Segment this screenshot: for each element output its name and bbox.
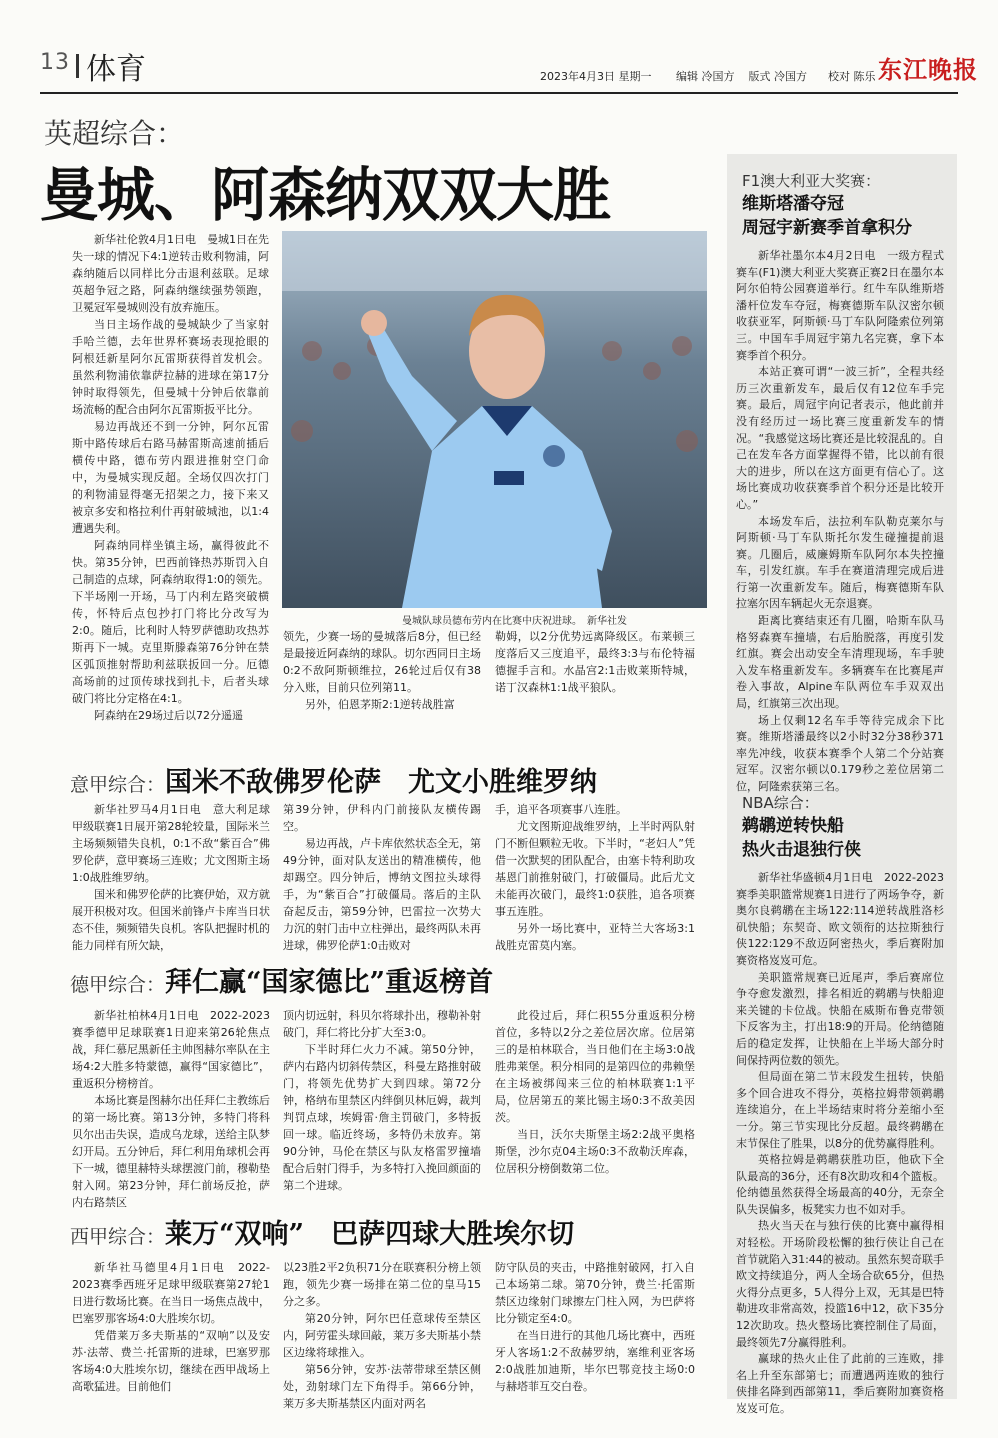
serie-a-col-2: [283, 801, 481, 951]
issue-date: 2023年4月3日 星期一: [540, 70, 652, 83]
paragraph: 易边再战，卢卡库依然状态全无，第49分钟，面对队友送出的精准横传，他却踢空。四分钟后，博纳文图拉头球得手，为“紫百合”打破僵局。落后的主队奋起反击，第59分钟，巴雷拉一次势大力沉的射门击中立柱弹出，最终两队未再进球，佛罗伦萨1:0击败对: [283, 837, 481, 952]
f1-title-line-1: 维斯塔潘夺冠: [742, 194, 844, 214]
paragraph: 尤文图斯迎战维罗纳，上半时两队射门不断但颗粒无收。下半时，“老妇人”凭借一次默契的团队配合，由塞卡特利助攻基恩门前推射破门，打破僵局。此后尤文未能再次破门，最终1:0获胜，追各项赛事五连胜。: [495, 820, 695, 918]
paragraph: 当日主场作战的曼城缺少了当家射手哈兰德，去年世界杯赛场表现抢眼的阿根廷新星阿尔瓦雷斯获得首发机会。虽然利物浦依靠萨拉赫的进球在第17分钟时取得领先，但曼城十分钟后依靠前场流畅的配合由阿尔瓦雷斯扳平比分。: [72, 318, 269, 416]
paragraph: 防守队员的夹击，中路推射破网，打入自己本场第二球。第70分钟，费兰·托雷斯禁区边缘射门球擦左门柱入网，为巴萨将比分锁定至4:0。: [495, 1261, 695, 1325]
paragraph: 下半时拜仁火力不减。第50分钟，萨内右路内切斜传禁区，科曼左路推射破门，将领先优势扩大到四球。第72分钟，格纳布里禁区内绊倒贝林厄姆，裁判判罚点球，埃姆雷·詹主罚破门，多特扳回一球。临近终场，多特仍未放弃。第90分钟，马伦在禁区与队友格雷罗撞墙配合后射门得手，为多特打入挽回颜面的第二个进球。: [283, 1043, 481, 1192]
bundesliga-col-2: [283, 1007, 481, 1207]
main-col-3: [495, 628, 695, 758]
bundesliga-col-1: [72, 1007, 270, 1207]
paragraph: 赢球的热火止住了此前的三连败，排名上升至东部第七；而遭遇两连败的独行侠排名降到西部第11，季后赛附加赛资格岌岌可危。: [736, 1352, 944, 1415]
editor-credit: 编辑 冷国方: [675, 70, 735, 83]
bundesliga-kicker: 德甲综合：: [70, 974, 166, 996]
paragraph: 新华社华盛顿4月1日电 2022-2023赛季美职篮常规赛1日进行了两场争夺，新奥尔良鹈鹕在主场122:114逆转战胜洛杉矶快船；东契奇、欧文领衔的达拉斯独行侠122:129不敌迈阿密热火，季后赛附加赛资格岌岌可危。: [736, 871, 944, 967]
header-info: [540, 68, 875, 84]
f1-title-line-2: 周冠宇新赛季首拿积分: [742, 218, 912, 238]
paragraph: 此役过后，拜仁积55分重返积分榜首位，多特以2分之差位居次席。位居第三的是柏林联合，当日他们在主场3:0战胜弗莱堡。积分相同的是第四位的弗赖堡在主场被绑闯来三位的柏林联赛1:1平局，位居第五的莱比锡主场0:3不敌美因茨。: [495, 1009, 695, 1124]
main-col-1: [72, 231, 269, 726]
main-headline: 曼城、阿森纳双双大胜: [40, 161, 611, 229]
paragraph: 但局面在第二节末段发生扭转，快船多个回合进攻不得分，英格拉姆带领鹈鹕连续追分，在上半场结束时将分差缩小至一分。第三节实现比分反超。最终鹈鹕在末节保住了胜果，以8分的优势赢得胜利。: [736, 1070, 944, 1150]
paragraph: 新华社墨尔本4月2日电 一级方程式赛车(F1)澳大利亚大奖赛正赛2日在墨尔本阿尔伯特公园赛道举行。红牛车队维斯塔潘杆位发车夺冠，梅赛德斯车队汉密尔顿收获亚军，阿斯顿·马丁车队阿隆索位列第三。中国车手周冠宇第九名完赛，拿下本赛季首个积分。: [736, 249, 944, 362]
paragraph: 距离比赛结束还有几圈，哈斯车队马格努森赛车撞墙，右后胎脱落，再度引发红旗。赛会出动安全车清理现场，车手驶入发车格重新发车。多辆赛车在比赛尾声卷入事故，Alpine车队两位车手双双出局，红旗第三次出现。: [736, 614, 944, 711]
paragraph: 英格拉姆是鹈鹕获胜功臣，他砍下全队最高的36分，还有8次助攻和4个篮板。伦纳德虽然获得全场最高的40分，无奈全队失误偏多，板凳实力也不如对手。: [736, 1153, 944, 1216]
paragraph: 新华社罗马4月1日电 意大利足球甲级联赛1日展开第28轮较量，国际米兰主场频频错失良机，0:1不敌“紫百合”佛罗伦萨，意甲赛场三连败；尤文图斯主场1:0战胜维罗纳。: [72, 803, 270, 884]
paragraph: 手，追平各项赛事八连胜。: [495, 803, 627, 816]
paragraph: 阿森纳同样坐镇主场，赢得彼此不快。第35分钟，巴西前锋热苏斯罚入自己制造的点球，阿森纳取得1:0的领先。下半场刚一开场，马丁内利左路突破横传，怀特后点包抄打门将比分改写为2:0。随后，比利时人特罗萨德助攻热苏斯再下一城。克里斯滕森第76分钟在禁区弧顶推射帮助利兹联扳回一分。厄德高场前的过顶传球找到扎卡，后者头球破门将比分定格在4:1。: [72, 539, 269, 705]
paragraph: 场上仅剩12名车手等待完成余下比赛。维斯塔潘最终以2小时32分38秒371率先冲线，收获本赛季个人第二个分站赛冠军。汉密尔顿以0.179秒之差位居第二位，阿隆索获第三名。: [736, 713, 944, 793]
main-kicker: 英超综合：: [44, 117, 185, 150]
serie-a-kicker: 意甲综合：: [70, 774, 166, 796]
paragraph: 新华社马德里4月1日电 2022-2023赛季西班牙足球甲级联赛第27轮1日进行数场比赛。在当日一场焦点战中，巴塞罗那客场4:0大胜埃尔切。: [72, 1261, 270, 1325]
bundesliga-title: 拜仁赢“国家德比”重返榜首: [165, 967, 494, 998]
f1-kicker: F1澳大利亚大奖赛：: [742, 172, 881, 190]
paragraph: 第39分钟，伊科内门前接队友横传踢空。: [283, 803, 481, 833]
laliga-col-1: [72, 1259, 270, 1399]
nba-title-line-2: 热火击退独行侠: [742, 840, 861, 860]
paragraph: 第56分钟，安苏·法蒂带球至禁区侧处，劲射球门左下角得手。第66分钟，莱万多夫斯基禁区内面对两名: [283, 1363, 481, 1410]
paragraph: 新华社伦敦4月1日电 曼城1日在先失一球的情况下4:1逆转击败利物浦，阿森纳随后以同样比分击退利兹联。足球英超争冠之路，阿森纳继续强势领跑，卫冕冠军曼城则没有放弃施压。: [72, 233, 269, 314]
player-photo-illustration: [282, 231, 707, 608]
section-name: 体育: [86, 52, 146, 87]
paragraph: 新华社柏林4月1日电 2022-2023赛季德甲足球联赛1日迎来第26轮焦点战，拜仁慕尼黑新任主帅图赫尔率队在主场4:2大胜多特蒙德，赢得“国家德比”，重返积分榜榜首。: [72, 1009, 270, 1090]
paragraph: 国米和佛罗伦萨的比赛伊始，双方就展开积极对攻。但国米前锋卢卡库当日状态不佳，频频错失良机。客队把握时机的能力同样有所欠缺，: [72, 888, 270, 952]
paragraph: 另外，伯恩茅斯2:1逆转战胜富: [305, 698, 455, 711]
paragraph: 热火当天在与独行侠的比赛中赢得相对轻松。开场阶段松懈的独行侠让自己在首节就陷入31:44的被动。虽然东契奇联手欧文持续追分，两人全场合砍65分，但热火得分点更多，5人得分上双，无其是巴特勒进攻非常高效，投篮16中12，砍下35分12次助攻。热火整场比赛控制住了局面，最终领先7分赢得胜利。: [736, 1219, 944, 1349]
paragraph: 顶内切远射，科贝尔将球扑出，穆勒补射破门，拜仁将比分扩大至3:0。: [283, 1009, 481, 1039]
serie-a-col-3: [495, 801, 695, 951]
paragraph: 在当日进行的其他几场比赛中，西班牙人客场1:2不敌赫罗纳，塞维利亚客场2:0战胜加迪斯，毕尔巴鄂竞技主场0:0与赫塔菲互交白卷。: [495, 1329, 695, 1393]
paragraph: 领先，少赛一场的曼城落后8分，但已经是最接近阿森纳的球队。切尔西同日主场0:2不敌阿斯顿维拉，26轮过后仅有38分入账，目前只位列第11。: [283, 630, 481, 694]
serie-a-heading: [70, 760, 597, 799]
paragraph: 第20分钟，阿尔巴任意球传至禁区内，阿劳霍头球回敲，莱万多夫斯基小禁区边缘将球推入。: [283, 1312, 481, 1359]
layout-credit: 版式 冷国方: [748, 70, 807, 83]
laliga-heading: [70, 1212, 574, 1251]
paragraph: 另外一场比赛中，亚特兰大客场3:1战胜克雷莫内塞。: [495, 922, 695, 952]
paragraph: 以23胜2平2负积71分在联赛积分榜上领跑，领先少赛一场排在第二位的皇马15分之多。: [283, 1261, 481, 1308]
proof-credit: 校对 陈乐: [827, 70, 876, 83]
laliga-title: 莱万“双响” 巴萨四球大胜埃尔切: [165, 1219, 575, 1250]
paragraph: 本场发车后，法拉利车队勒克莱尔与阿斯顿·马丁车队斯托尔发生碰撞提前退赛。几圈后，威廉姆斯车队阿尔本失控撞车，引发红旗。车手在赛道清理完成后进行第一次重新发车。随后，梅赛德斯车队拉塞尔因车辆起火无奈退赛。: [736, 514, 944, 611]
laliga-col-3: [495, 1259, 695, 1399]
serie-a-col-1: [72, 801, 270, 951]
f1-body: [736, 248, 944, 793]
serie-a-title: 国米不敌佛罗伦萨 尤文小胜维罗纳: [165, 767, 598, 798]
nba-body: [736, 870, 944, 1415]
paragraph: 本场比赛是图赫尔出任拜仁主教练后的第一场比赛。第13分钟，多特门将科贝尔出击失误，造成乌龙球，送给主队梦幻开局。五分钟后，拜仁利用角球机会再下一城，德里赫特头球摆渡门前，穆勒垫射入网。第23分钟，拜仁前场反抢，萨内右路禁区: [72, 1094, 270, 1209]
nba-kicker: NBA综合：: [742, 794, 819, 812]
paragraph: 本站正赛可谓“一波三折”，全程共经历三次重新发车，最后仅有12位车手完赛。最后，周冠宇向记者表示，他此前并没有经历过一场比赛三度重新发车的情况。“我感觉这场比赛还是比较混乱的。自己在发车各方面掌握得不错，比以前有很大的进步，所以在这方面更有信心了。这场比赛成功收获赛季首个积分还是比较开心。”: [736, 365, 944, 511]
paragraph: 勒姆，以2分优势远离降级区。布莱顿三度落后又三度追平，最终3:3与布伦特福德握手言和。水晶宫2:1击败莱斯特城，诺丁汉森林1:1战平狼队。: [495, 630, 695, 694]
laliga-kicker: 西甲综合：: [70, 1226, 166, 1248]
nba-title-line-1: 鹈鹕逆转快船: [742, 816, 844, 836]
page-number: 13: [40, 50, 70, 75]
header-divider: [76, 54, 79, 78]
paragraph: 易边再战还不到一分钟，阿尔瓦雷斯中路传球后右路马赫雷斯高速前插后横传中路，德布劳内跟进推射空门命中，为曼城实现反超。全场仅四次打门的利物浦显得毫无招架之力，接下来又被京多安和格拉利什再射破城池，以1:4遭遇失利。: [72, 420, 269, 535]
bundesliga-heading: [70, 960, 493, 999]
match-photo: [282, 231, 707, 608]
main-col-2: [283, 628, 481, 758]
paragraph: 美职篮常规赛已近尾声，季后赛席位争夺愈发激烈，排名相近的鹈鹕与快船迎来关键的卡位战。快船在威斯布鲁克带领下反客为主，打出18:9的开局。伦纳德随后的稳定发挥，让快船在上半场大部分时间保持两位数的领先。: [736, 970, 944, 1067]
photo-caption: 曼城队球员德布劳内在比赛中庆祝进球。 新华社发: [402, 616, 627, 627]
laliga-col-2: [283, 1259, 481, 1410]
header-rule: [40, 92, 958, 94]
bundesliga-col-3: [495, 1007, 695, 1207]
paragraph: 凭借莱万多夫斯基的“双响”以及安苏·法蒂、费兰·托雷斯的进球，巴塞罗那客场4:0大胜埃尔切，继续在西甲战场上高歌猛进。目前他们: [72, 1329, 270, 1393]
paragraph: 当日，沃尔夫斯堡主场2:2战平奥格斯堡，沙尔克04主场0:3不敌勒沃库森，位居积分榜倒数第二位。: [495, 1128, 695, 1175]
newspaper-logo: 东江晚报: [878, 55, 978, 84]
paragraph: 阿森纳在29场过后以72分遥遥: [94, 709, 243, 722]
